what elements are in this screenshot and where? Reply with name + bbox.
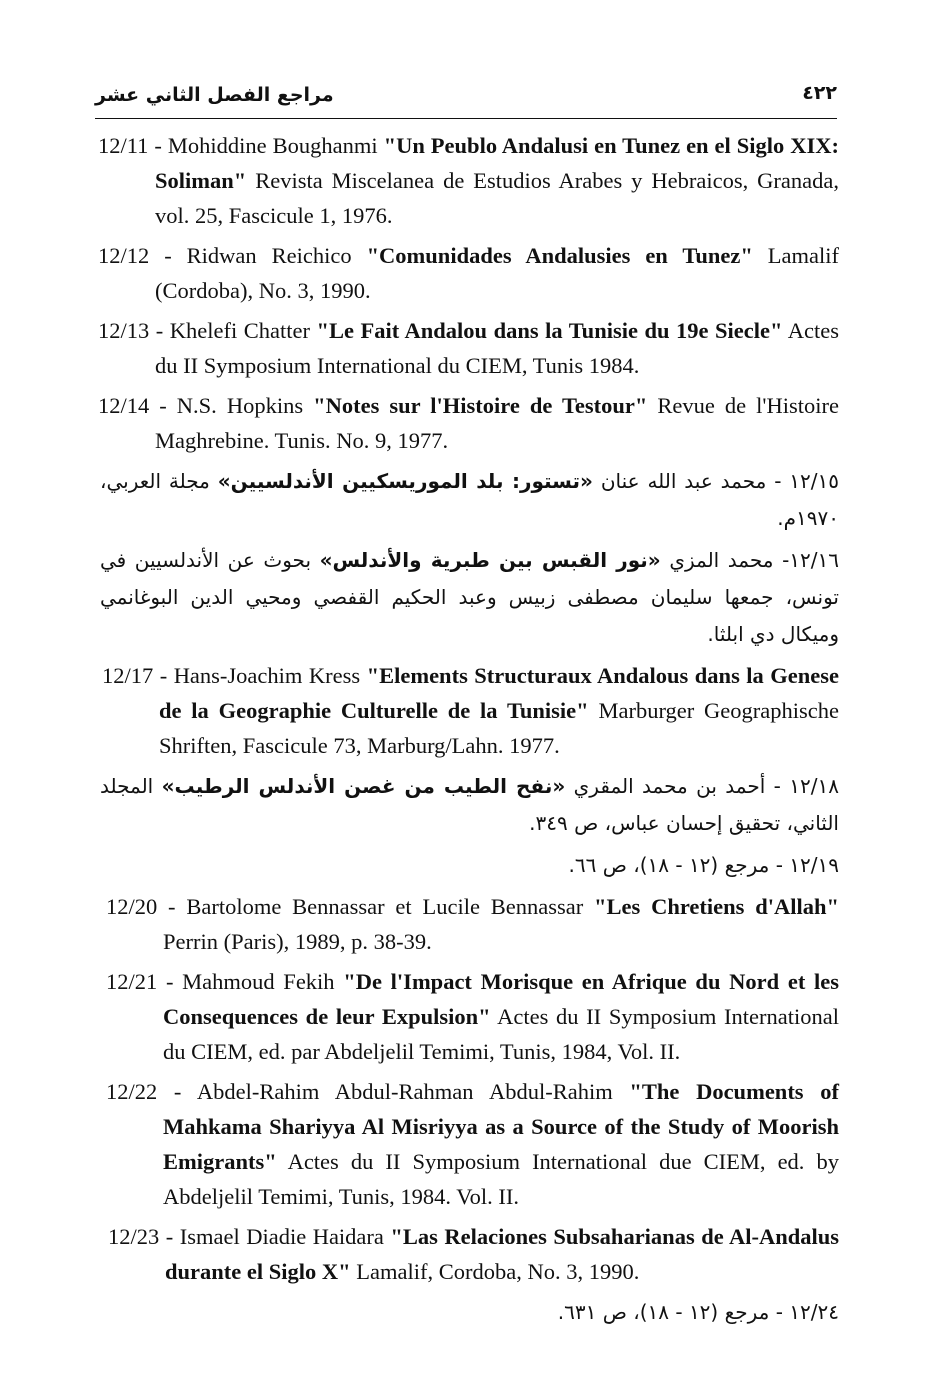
reference-number: 12/13 - bbox=[98, 318, 170, 343]
reference-title: "Las Relaciones Subsaharianas de Al-Andalus durante el Siglo X" bbox=[165, 1224, 839, 1284]
reference-author: Mohiddine Boughanmi bbox=[167, 133, 384, 158]
reference-number: ١٢/١٦- bbox=[773, 548, 839, 572]
reference-number: 12/20 - bbox=[106, 894, 187, 919]
reference-details: مرجع (١٢ - ١٨)، ص ٦٣١. bbox=[557, 1300, 770, 1324]
reference-author: Mahmoud Fekih bbox=[182, 969, 344, 994]
reference-title: "De l'Impact Morisque en Afrique du Nord et les Consequences de leur Expulsion" bbox=[163, 969, 840, 1029]
reference-title: "The Documents of Mahkama Shariyya Al Misriyya as a Source of the Study of Moorish Emigrants" bbox=[163, 1079, 839, 1174]
reference-details: Actes du II Symposium International du CIEM, ed. par Abdeljelil Temimi, Tunis, 1984, Vol. II. bbox=[163, 1004, 839, 1064]
reference-number: 12/17 - bbox=[102, 663, 174, 688]
reference-entry bbox=[0, 768, 944, 842]
reference-entry bbox=[0, 313, 944, 383]
reference-details: المجلد الثاني، تحقيق إحسان عباس، ص ٣٤٩. bbox=[100, 774, 839, 835]
reference-details: مرجع (١٢ - ١٨)، ص ٦٦. bbox=[568, 853, 770, 877]
reference-entry bbox=[0, 1219, 944, 1289]
reference-entry bbox=[0, 463, 944, 537]
reference-title: "Le Fait Andalou dans la Tunisie du 19e Siecle" bbox=[316, 318, 783, 343]
reference-title: "Un Peublo Andalusi en Tunez en el Siglo XIX: Soliman" bbox=[155, 133, 839, 193]
reference-number: 12/12 - bbox=[98, 243, 187, 268]
reference-title: «تستور: بلد الموريسكيين الأندلسيين» bbox=[217, 469, 593, 493]
page-number: ٤٢٢ bbox=[802, 82, 837, 104]
reference-entry bbox=[0, 658, 944, 763]
reference-title: "Comunidades Andalusies en Tunez" bbox=[366, 243, 753, 268]
reference-details: بحوث عن الأندلسيين في تونس، جمعها سليمان مصطفى زبيس وعبد الحكيم القفصي ومحيي الدين البوغانمي وميكال دي ابلثا. bbox=[100, 548, 839, 646]
reference-details: Actes du II Symposium International due CIEM, ed. by Abdeljelil Temimi, Tunis, 1984. Vol. II. bbox=[163, 1149, 839, 1209]
reference-author: أحمد بن محمد المقري bbox=[565, 774, 766, 798]
reference-details: Revista Miscelanea de Estudios Arabes y Hebraicos, Granada, vol. 25, Fascicule 1, 1976. bbox=[155, 168, 839, 228]
reference-author: Ismael Diadie Haidara bbox=[179, 1224, 391, 1249]
reference-entry bbox=[0, 847, 944, 884]
reference-details: مجلة العربي، ١٩٧٠م. bbox=[100, 469, 839, 530]
reference-entry bbox=[0, 889, 944, 959]
reference-number: 12/11 - bbox=[98, 133, 168, 158]
reference-details: Marburger Geographische Shriften, Fascicule 73, Marburg/Lahn. 1977. bbox=[159, 698, 839, 758]
reference-entry bbox=[0, 388, 944, 458]
reference-details: Lamalif (Cordoba), No. 3, 1990. bbox=[155, 243, 839, 303]
reference-entry bbox=[0, 128, 944, 233]
reference-title: "Les Chretiens d'Allah" bbox=[594, 894, 839, 919]
reference-number: ١٢/١٨ - bbox=[765, 774, 840, 798]
reference-number: 12/21 - bbox=[106, 969, 183, 994]
reference-author: Khelefi Chatter bbox=[169, 318, 317, 343]
reference-author: محمد عبد الله عنان bbox=[592, 469, 767, 493]
reference-details: Revue de l'Histoire Maghrebine. Tunis. No. 9, 1977. bbox=[155, 393, 839, 453]
reference-number: 12/23 - bbox=[108, 1224, 180, 1249]
reference-details: Lamalif, Cordoba, No. 3, 1990. bbox=[350, 1259, 640, 1284]
reference-author: Bartolome Bennassar et Lucile Bennassar bbox=[186, 894, 595, 919]
reference-number: ١٢/٢٤ - bbox=[769, 1300, 839, 1324]
reference-entry bbox=[0, 1074, 944, 1214]
reference-entry bbox=[0, 542, 944, 653]
reference-title: "Elements Structuraux Andalous dans la Genese de la Geographie Culturelle de la Tunisie" bbox=[159, 663, 839, 723]
reference-title: «نور القبس بين طبرية والأندلس» bbox=[319, 548, 661, 572]
reference-entry bbox=[0, 964, 944, 1069]
reference-author: Abdel-Rahim Abdul-Rahman Abdul-Rahim bbox=[196, 1079, 630, 1104]
page-header bbox=[95, 78, 837, 119]
reference-number: ١٢/١٩ - bbox=[769, 853, 839, 877]
reference-author: N.S. Hopkins bbox=[176, 393, 314, 418]
chapter-title: مراجع الفصل الثاني عشر bbox=[95, 84, 334, 106]
references-list bbox=[0, 128, 944, 1336]
reference-author: Ridwan Reichico bbox=[186, 243, 367, 268]
reference-entry bbox=[0, 1294, 944, 1331]
reference-title: "Notes sur l'Histoire de Testour" bbox=[313, 393, 648, 418]
reference-details: Perrin (Paris), 1989, p. 38-39. bbox=[163, 929, 432, 954]
reference-number: 12/14 - bbox=[98, 393, 177, 418]
reference-entry bbox=[0, 238, 944, 308]
reference-number: 12/22 - bbox=[106, 1079, 197, 1104]
reference-author: Hans-Joachim Kress bbox=[173, 663, 367, 688]
reference-number: ١٢/١٥ - bbox=[766, 469, 839, 493]
reference-author: محمد المزي bbox=[660, 548, 774, 572]
reference-details: Actes du II Symposium International du CIEM, Tunis 1984. bbox=[155, 318, 839, 378]
reference-title: «نفح الطيب من غصن الأندلس الرطيب» bbox=[161, 774, 566, 798]
